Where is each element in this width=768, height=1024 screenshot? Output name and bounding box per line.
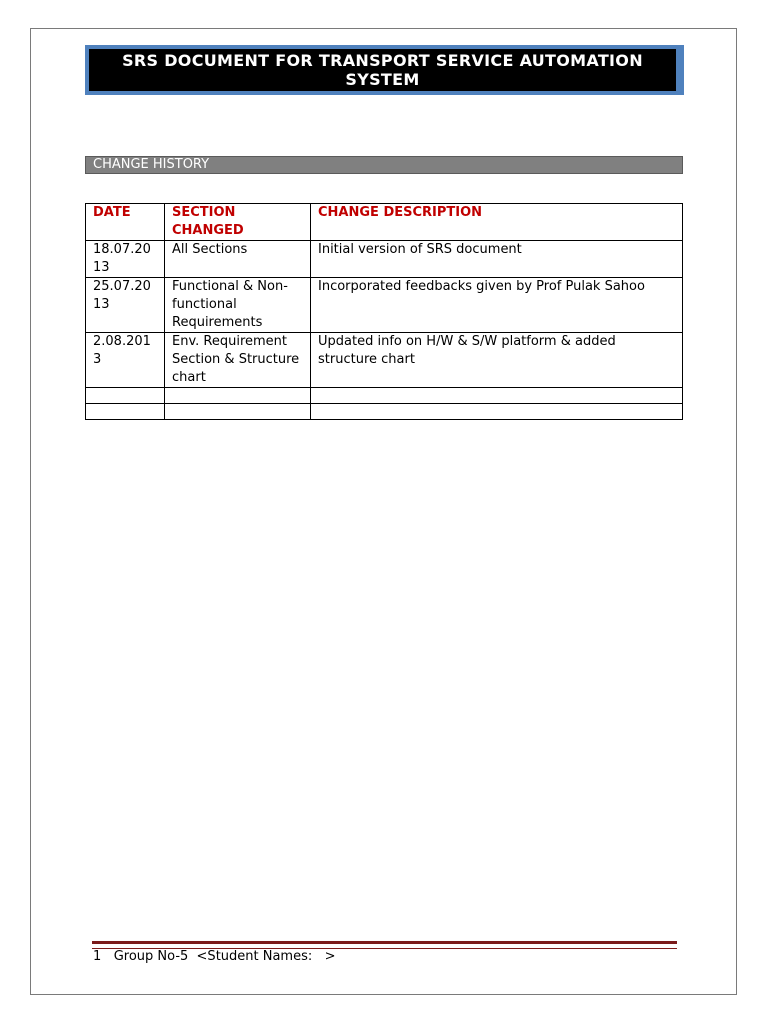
empty-cell — [311, 388, 683, 404]
empty-cell — [86, 388, 165, 404]
cell-description: Updated info on H/W & S/W platform & added structure chart — [311, 333, 683, 388]
table-row — [86, 241, 683, 278]
footer-group-text: Group No-5 <Student Names: > — [113, 949, 336, 964]
title-frame — [85, 45, 684, 95]
table-row — [86, 278, 683, 333]
empty-cell — [311, 404, 683, 420]
section-heading-change-history: CHANGE HISTORY — [85, 156, 683, 174]
cell-date: 2.08.2013 — [86, 333, 165, 388]
empty-table-row — [86, 388, 683, 404]
empty-cell — [165, 404, 311, 420]
cell-section: Functional & Non-functional Requirements — [165, 278, 311, 333]
footer — [93, 948, 336, 966]
empty-cell — [86, 404, 165, 420]
header-change-description: CHANGE DESCRIPTION — [311, 204, 683, 241]
header-section-changed: SECTION CHANGED — [165, 204, 311, 241]
change-history-table — [85, 203, 683, 420]
empty-table-row — [86, 404, 683, 420]
table-row — [86, 333, 683, 388]
document-title: SRS DOCUMENT FOR TRANSPORT SERVICE AUTOMATION SYSTEM — [89, 49, 676, 91]
cell-date: 25.07.2013 — [86, 278, 165, 333]
cell-section: Env. Requirement Section & Structure chart — [165, 333, 311, 388]
cell-section: All Sections — [165, 241, 311, 278]
cell-description: Incorporated feedbacks given by Prof Pulak Sahoo — [311, 278, 683, 333]
cell-description: Initial version of SRS document — [311, 241, 683, 278]
footer-spacer — [101, 949, 113, 964]
table-header-row — [86, 204, 683, 241]
cell-date: 18.07.2013 — [86, 241, 165, 278]
page-number: 1 — [93, 949, 102, 964]
empty-cell — [165, 388, 311, 404]
header-date: DATE — [86, 204, 165, 241]
